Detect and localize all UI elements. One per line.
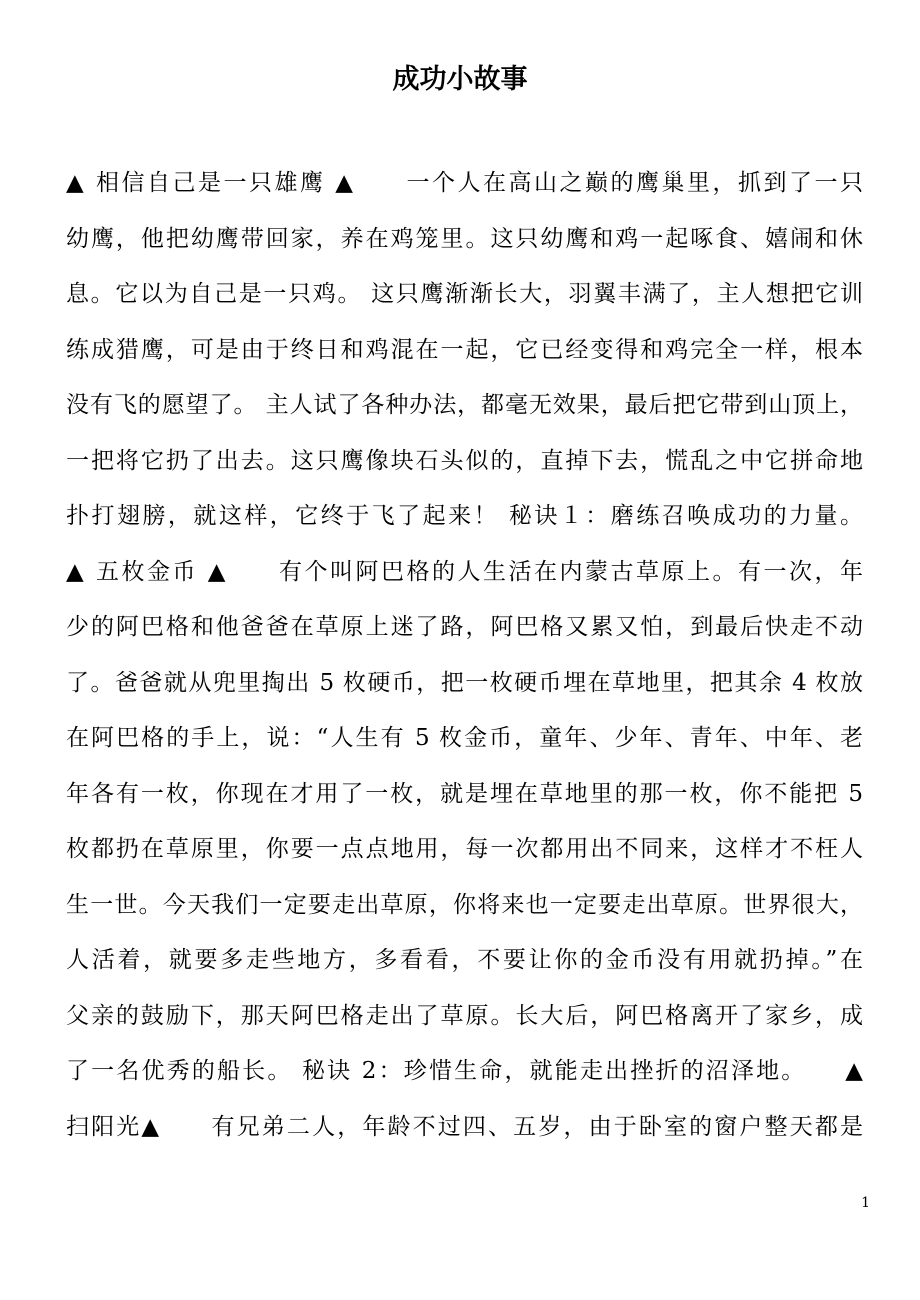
text-line: 了。爸爸就从兜里掏出 5 枚硬币，把一枚硬币埋在草地里，把其余 4 枚放 [66, 669, 863, 696]
text-line: 了一名优秀的船长。 秘诀 2：珍惜生命，就能走出挫折的沼泽地。 ▲ [66, 1058, 863, 1084]
text-line: 生一世。今天我们一定要走出草原，你将来也一定要走出草原。世界很大， [66, 891, 863, 918]
text-line: 少的阿巴格和他爸爸在草原上迷了路，阿巴格又累又怕，到最后快走不动 [66, 614, 863, 640]
text-line: 枚都扔在草原里，你要一点点地用，每一次都用出不同来，这样才不枉人 [66, 836, 863, 862]
text-line: 年各有一枚，你现在才用了一枚，就是埋在草地里的那一枚，你不能把 5 [66, 780, 863, 807]
text-line: 人活着，就要多走些地方，多看看，不要让你的金币没有用就扔掉。”在 [66, 947, 863, 973]
text-line: 父亲的鼓励下，那天阿巴格走出了草原。长大后，阿巴格离开了家乡，成 [66, 1002, 863, 1029]
text-line: 幼鹰，他把幼鹰带回家，养在鸡笼里。这只幼鹰和鸡一起啄食、嬉闹和休 [66, 225, 863, 252]
text-line: 息。它以为自己是一只鸡。 这只鹰渐渐长大，羽翼丰满了，主人想把它训 [66, 281, 863, 307]
text-line: 一把将它扔了出去。这只鹰像块石头似的，直掉下去，慌乱之中它拼命地 [66, 447, 863, 474]
text-line: 练成猎鹰，可是由于终日和鸡混在一起，它已经变得和鸡完全一样，根本 [66, 336, 863, 363]
text-line: 在阿巴格的手上，说：“人生有 5 枚金币，童年、少年、青年、中年、老 [66, 725, 863, 751]
text-line: 扫阳光▲ 有兄弟二人，年龄不过四、五岁，由于卧室的窗户整天都是 [66, 1113, 863, 1140]
text-line: 没有飞的愿望了。 主人试了各种办法，都毫无效果，最后把它带到山顶上， [66, 392, 863, 418]
document-title: 成功小故事 [392, 64, 528, 95]
text-line: ▲ 五枚金币 ▲ 有个叫阿巴格的人生活在内蒙古草原上。有一次，年 [66, 558, 863, 585]
document-body [66, 156, 863, 1155]
text-line: 扑打翅膀，就这样，它终于飞了起来！ 秘诀１：磨练召唤成功的力量。 [66, 503, 863, 529]
page-number: 1 [861, 1195, 870, 1211]
text-line: ▲ 相信自己是一只雄鹰 ▲ 一个人在高山之巅的鹰巢里，抓到了一只 [66, 170, 863, 196]
